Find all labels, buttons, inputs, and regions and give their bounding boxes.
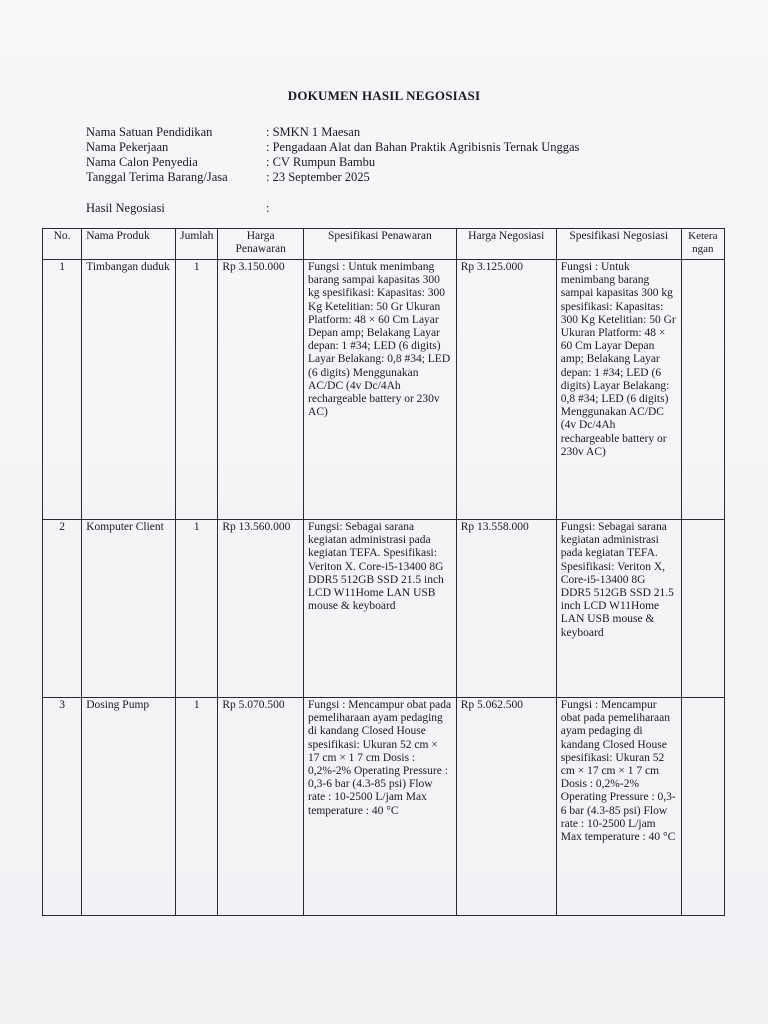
hasil-label: Hasil Negosiasi [86,201,165,215]
table-row [43,698,725,916]
header-harga-negosiasi: Harga Negosiasi [456,229,556,260]
negotiation-table [42,228,725,916]
meta-label: Tanggal Terima Barang/Jasa [86,170,228,184]
cell-harga-penawaran: Rp 3.150.000 [218,260,304,520]
meta-row-tanggal [86,170,579,185]
cell-harga-penawaran: Rp 5.070.500 [218,698,304,916]
header-keterangan: Keterangan [681,229,724,260]
cell-nama-produk: Komputer Client [82,520,176,698]
cell-jumlah: 1 [176,520,218,698]
cell-keterangan [681,260,724,520]
table-row [43,520,725,698]
table-row [43,260,725,520]
header-harga-penawaran: Harga Penawaran [218,229,304,260]
meta-value: : Pengadaan Alat dan Bahan Praktik Agribisnis Ternak Unggas [266,140,580,154]
cell-spesifikasi-negosiasi: Fungsi: Sebagai sarana kegiatan administrasi pada kegiatan TEFA. Spesifikasi: Veriton X, Core-i5-13400 8G DDR5 512GB SSD 21.5 inch LCD W11Home LAN USB mouse & keyboard [556,520,681,698]
meta-block [86,125,579,185]
header-spesifikasi-negosiasi: Spesifikasi Negosiasi [556,229,681,260]
cell-spesifikasi-negosiasi: Fungsi : Untuk menimbang barang sampai kapasitas 300 kg spesifikasi: Kapasitas: 300 Kg Ketelitian: 50 Gr Ukuran Platform: 48 × 60 Cm Layar Depan amp; Belakang Layar depan: 1 #34; LED (6 digits) Layar Belakang: 0,8 #34; LED (6 digits) Menggunakan AC/DC (4v Dc/4Ah rechargeable battery or 230v AC) [556,260,681,520]
cell-jumlah: 1 [176,260,218,520]
hasil-value: : [266,201,270,215]
cell-harga-penawaran: Rp 13.560.000 [218,520,304,698]
meta-label: Nama Satuan Pendidikan [86,125,213,139]
cell-harga-negosiasi: Rp 3.125.000 [456,260,556,520]
meta-row-penyedia [86,155,579,170]
cell-nama-produk: Dosing Pump [82,698,176,916]
header-spesifikasi-penawaran: Spesifikasi Penawaran [304,229,457,260]
cell-no: 2 [43,520,82,698]
header-nama-produk: Nama Produk [82,229,176,260]
cell-harga-negosiasi: Rp 13.558.000 [456,520,556,698]
cell-no: 1 [43,260,82,520]
header-no: No. [43,229,82,260]
cell-jumlah: 1 [176,698,218,916]
meta-label: Nama Calon Penyedia [86,155,198,169]
cell-keterangan [681,520,724,698]
cell-spesifikasi-penawaran: Fungsi: Sebagai sarana kegiatan administrasi pada kegiatan TEFA. Spesifikasi: Veriton X. Core-i5-13400 8G DDR5 512GB SSD 21.5 inch LCD W11Home LAN USB mouse & keyboard [304,520,457,698]
meta-value: : CV Rumpun Bambu [266,155,376,169]
cell-harga-negosiasi: Rp 5.062.500 [456,698,556,916]
table-header-row [43,229,725,260]
cell-nama-produk: Timbangan duduk [82,260,176,520]
document-title: DOKUMEN HASIL NEGOSIASI [287,88,481,103]
cell-keterangan [681,698,724,916]
header-jumlah: Jumlah [176,229,218,260]
cell-spesifikasi-negosiasi: Fungsi : Mencampur obat pada pemeliharaan ayam pedaging di kandang Closed House spesifikasi: Ukuran 52 cm × 17 cm × 1 7 cm Dosis : 0,2%-2% Operating Pressure : 0,3-6 bar (4.3-85 psi) Flow rate : 10-2500 L/jam Max temperature : 40 °C [556,698,681,916]
meta-row-satuan [86,125,579,140]
cell-spesifikasi-penawaran: Fungsi : Untuk menimbang barang sampai kapasitas 300 kg spesifikasi: Kapasitas: 300 Kg Ketelitian: 50 Gr Ukuran Platform: 48 × 60 Cm Layar Depan amp; Belakang Layar depan: 1 #34; LED (6 digits) Layar Belakang: 0,8 #34; LED (6 digits) Menggunakan AC/DC (4v Dc/4Ah rechargeable battery or 230v AC) [304,260,457,520]
meta-value: : SMKN 1 Maesan [266,125,361,139]
meta-row-pekerjaan [86,140,579,155]
cell-spesifikasi-penawaran: Fungsi : Mencampur obat pada pemeliharaan ayam pedaging di kandang Closed House spesifikasi: Ukuran 52 cm × 17 cm × 1 7 cm Dosis : 0,2%-2% Operating Pressure : 0,3-6 bar (4.3-85 psi) Flow rate : 10-2500 L/jam Max temperature : 40 °C [304,698,457,916]
cell-no: 3 [43,698,82,916]
meta-value: : 23 September 2025 [266,170,370,184]
meta-label: Nama Pekerjaan [86,140,169,154]
hasil-negosiasi-row [86,201,269,216]
